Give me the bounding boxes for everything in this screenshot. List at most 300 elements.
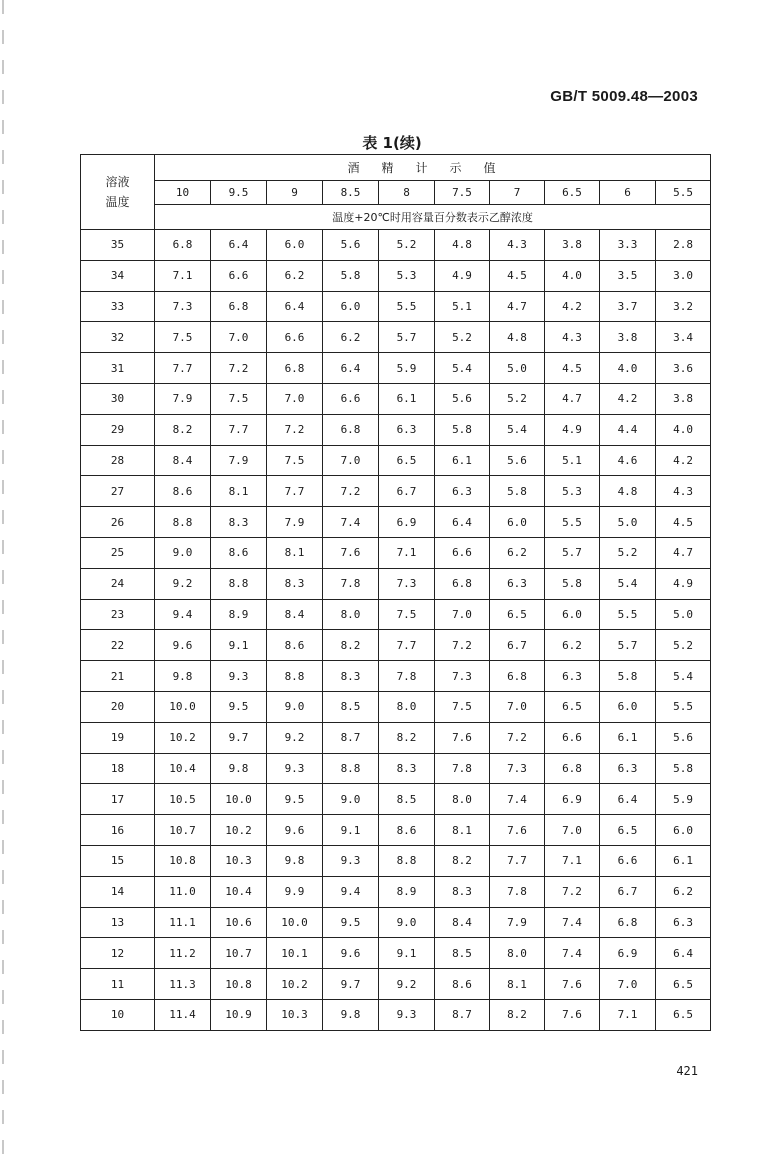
value-cell: 7.3 [490,753,545,784]
value-cell: 5.2 [379,230,435,261]
value-cell: 6.0 [600,691,656,722]
value-cell: 8.2 [435,845,490,876]
value-cell: 3.4 [656,322,711,353]
table-row [81,383,711,414]
value-cell: 9.5 [267,784,323,815]
column-header: 8.5 [323,181,379,205]
value-cell: 7.4 [490,784,545,815]
value-cell: 8.8 [155,507,211,538]
corner-label-line2: 温度 [105,195,130,209]
value-cell: 4.5 [545,353,600,384]
value-cell: 8.3 [435,876,490,907]
value-cell: 5.8 [656,753,711,784]
value-cell: 9.1 [379,938,435,969]
table-row [81,291,711,322]
value-cell: 5.7 [379,322,435,353]
value-cell: 3.6 [656,353,711,384]
value-cell: 8.0 [435,784,490,815]
table-row [81,230,711,261]
value-cell: 9.8 [323,999,379,1030]
value-cell: 5.1 [435,291,490,322]
value-cell: 7.0 [435,599,490,630]
value-cell: 7.0 [211,322,267,353]
value-cell: 10.7 [155,815,211,846]
subcaption-row [81,205,711,230]
table-row [81,568,711,599]
value-cell: 7.1 [600,999,656,1030]
temperature-cell: 27 [81,476,155,507]
corner-header [81,155,155,230]
value-cell: 9.4 [323,876,379,907]
value-cell: 8.6 [155,476,211,507]
table-title: 表 1(续) [362,134,422,152]
value-cell: 3.8 [656,383,711,414]
value-cell: 11.4 [155,999,211,1030]
value-cell: 6.9 [379,507,435,538]
value-cell: 10.8 [155,845,211,876]
value-cell: 4.2 [656,445,711,476]
table-row [81,876,711,907]
value-cell: 6.1 [435,445,490,476]
table-row [81,507,711,538]
value-cell: 5.1 [545,445,600,476]
value-cell: 6.3 [656,907,711,938]
value-cell: 5.5 [600,599,656,630]
table-row [81,722,711,753]
value-cell: 9.8 [211,753,267,784]
column-header: 7 [490,181,545,205]
value-cell: 11.2 [155,938,211,969]
value-cell: 9.3 [379,999,435,1030]
value-cell: 8.7 [323,722,379,753]
value-cell: 10.0 [155,691,211,722]
value-cell: 4.7 [656,537,711,568]
column-header: 10 [155,181,211,205]
value-cell: 7.0 [490,691,545,722]
value-cell: 7.8 [435,753,490,784]
value-cell: 7.2 [435,630,490,661]
value-cell: 8.6 [211,537,267,568]
value-cell: 6.8 [211,291,267,322]
value-cell: 7.1 [545,845,600,876]
value-cell: 5.6 [490,445,545,476]
value-cell: 7.2 [211,353,267,384]
value-cell: 8.5 [379,784,435,815]
value-cell: 9.2 [379,969,435,1000]
value-cell: 8.4 [267,599,323,630]
value-cell: 7.3 [379,568,435,599]
value-cell: 6.7 [490,630,545,661]
value-cell: 3.5 [600,260,656,291]
value-cell: 9.0 [267,691,323,722]
value-cell: 5.7 [545,537,600,568]
value-cell: 6.4 [211,230,267,261]
value-cell: 8.3 [379,753,435,784]
value-cell: 7.0 [545,815,600,846]
value-cell: 4.3 [490,230,545,261]
value-cell: 3.7 [600,291,656,322]
value-cell: 9.4 [155,599,211,630]
value-cell: 8.9 [379,876,435,907]
value-cell: 6.1 [656,845,711,876]
value-cell: 7.4 [323,507,379,538]
column-header: 6 [600,181,656,205]
column-header: 9.5 [211,181,267,205]
value-cell: 7.0 [323,445,379,476]
temperature-cell: 19 [81,722,155,753]
temperature-cell: 34 [81,260,155,291]
value-cell: 8.0 [379,691,435,722]
value-cell: 7.2 [323,476,379,507]
value-cell: 5.4 [490,414,545,445]
table-row [81,815,711,846]
table-row [81,630,711,661]
value-cell: 10.6 [211,907,267,938]
value-cell: 6.3 [435,476,490,507]
temperature-cell: 30 [81,383,155,414]
value-cell: 10.0 [267,907,323,938]
value-cell: 11.3 [155,969,211,1000]
temperature-cell: 33 [81,291,155,322]
value-cell: 3.3 [600,230,656,261]
value-cell: 4.4 [600,414,656,445]
table-row [81,414,711,445]
value-cell: 7.6 [545,969,600,1000]
value-cell: 7.5 [379,599,435,630]
value-cell: 4.0 [600,353,656,384]
column-header-row [81,181,711,205]
value-cell: 6.1 [600,722,656,753]
scan-edge-left [2,0,4,1160]
value-cell: 4.3 [545,322,600,353]
value-cell: 5.2 [435,322,490,353]
value-cell: 5.2 [656,630,711,661]
value-cell: 6.5 [545,691,600,722]
value-cell: 4.9 [656,568,711,599]
value-cell: 4.8 [490,322,545,353]
group-title: 酒精计示值 [155,155,711,181]
value-cell: 5.3 [379,260,435,291]
value-cell: 7.0 [267,383,323,414]
value-cell: 9.3 [267,753,323,784]
page-number: 421 [676,1064,698,1078]
value-cell: 6.2 [545,630,600,661]
value-cell: 8.1 [267,537,323,568]
value-cell: 7.9 [267,507,323,538]
value-cell: 5.4 [600,568,656,599]
subcaption: 温度+20℃时用容量百分数表示乙醇浓度 [155,205,711,230]
value-cell: 6.2 [656,876,711,907]
value-cell: 2.8 [656,230,711,261]
value-cell: 9.2 [155,568,211,599]
temperature-cell: 21 [81,661,155,692]
value-cell: 4.3 [656,476,711,507]
value-cell: 3.0 [656,260,711,291]
value-cell: 6.6 [435,537,490,568]
value-cell: 7.2 [267,414,323,445]
temperature-cell: 12 [81,938,155,969]
value-cell: 5.3 [545,476,600,507]
value-cell: 4.7 [490,291,545,322]
value-cell: 10.3 [267,999,323,1030]
column-header: 6.5 [545,181,600,205]
value-cell: 7.4 [545,907,600,938]
column-header: 9 [267,181,323,205]
table-row [81,353,711,384]
temperature-cell: 26 [81,507,155,538]
value-cell: 7.6 [490,815,545,846]
value-cell: 9.0 [379,907,435,938]
table-body [81,230,711,1031]
value-cell: 7.3 [435,661,490,692]
value-cell: 7.0 [600,969,656,1000]
value-cell: 4.6 [600,445,656,476]
value-cell: 9.8 [267,845,323,876]
temperature-cell: 24 [81,568,155,599]
value-cell: 6.7 [379,476,435,507]
value-cell: 8.2 [323,630,379,661]
value-cell: 6.8 [435,568,490,599]
value-cell: 8.2 [155,414,211,445]
temperature-cell: 29 [81,414,155,445]
value-cell: 10.1 [267,938,323,969]
temperature-cell: 16 [81,815,155,846]
value-cell: 8.8 [323,753,379,784]
table-row [81,260,711,291]
value-cell: 9.1 [211,630,267,661]
value-cell: 8.1 [435,815,490,846]
value-cell: 9.5 [211,691,267,722]
value-cell: 8.8 [379,845,435,876]
value-cell: 9.6 [267,815,323,846]
value-cell: 4.5 [490,260,545,291]
value-cell: 9.3 [211,661,267,692]
value-cell: 8.7 [435,999,490,1030]
value-cell: 5.9 [656,784,711,815]
value-cell: 3.2 [656,291,711,322]
value-cell: 6.6 [545,722,600,753]
value-cell: 6.0 [490,507,545,538]
standard-code: GB/T 5009.48—2003 [550,88,698,105]
value-cell: 6.9 [545,784,600,815]
value-cell: 4.9 [435,260,490,291]
value-cell: 8.6 [379,815,435,846]
value-cell: 8.8 [211,568,267,599]
value-cell: 7.5 [435,691,490,722]
value-cell: 10.3 [211,845,267,876]
value-cell: 5.6 [656,722,711,753]
value-cell: 9.2 [267,722,323,753]
value-cell: 6.3 [490,568,545,599]
table-row [81,784,711,815]
value-cell: 5.5 [656,691,711,722]
value-cell: 8.1 [211,476,267,507]
value-cell: 7.2 [490,722,545,753]
value-cell: 8.5 [435,938,490,969]
table-row [81,753,711,784]
value-cell: 5.2 [490,383,545,414]
value-cell: 6.8 [545,753,600,784]
value-cell: 7.6 [323,537,379,568]
value-cell: 6.4 [435,507,490,538]
value-cell: 5.0 [600,507,656,538]
value-cell: 8.5 [323,691,379,722]
value-cell: 6.5 [600,815,656,846]
value-cell: 6.4 [600,784,656,815]
temperature-cell: 32 [81,322,155,353]
value-cell: 11.0 [155,876,211,907]
value-cell: 6.2 [267,260,323,291]
value-cell: 5.8 [545,568,600,599]
value-cell: 9.9 [267,876,323,907]
temperature-cell: 22 [81,630,155,661]
value-cell: 6.6 [323,383,379,414]
temperature-cell: 35 [81,230,155,261]
value-cell: 5.2 [600,537,656,568]
value-cell: 4.8 [600,476,656,507]
table-row [81,999,711,1030]
table-row [81,661,711,692]
value-cell: 6.3 [545,661,600,692]
value-cell: 6.8 [267,353,323,384]
table-row [81,691,711,722]
temperature-cell: 28 [81,445,155,476]
table-row [81,938,711,969]
table-row [81,969,711,1000]
value-cell: 5.4 [656,661,711,692]
temperature-cell: 10 [81,999,155,1030]
table-row [81,907,711,938]
temperature-cell: 31 [81,353,155,384]
table-row [81,845,711,876]
value-cell: 8.8 [267,661,323,692]
value-cell: 4.2 [600,383,656,414]
column-header: 8 [379,181,435,205]
value-cell: 9.3 [323,845,379,876]
table-row [81,537,711,568]
value-cell: 4.0 [656,414,711,445]
table-row [81,476,711,507]
value-cell: 10.4 [155,753,211,784]
value-cell: 6.3 [600,753,656,784]
value-cell: 7.2 [545,876,600,907]
value-cell: 6.4 [656,938,711,969]
value-cell: 7.1 [379,537,435,568]
value-cell: 5.7 [600,630,656,661]
value-cell: 7.9 [490,907,545,938]
value-cell: 8.9 [211,599,267,630]
value-cell: 4.0 [545,260,600,291]
temperature-cell: 13 [81,907,155,938]
corner-label-line1: 溶液 [105,175,130,189]
value-cell: 7.7 [155,353,211,384]
value-cell: 8.1 [490,969,545,1000]
value-cell: 8.2 [379,722,435,753]
value-cell: 7.7 [267,476,323,507]
value-cell: 8.0 [490,938,545,969]
value-cell: 5.8 [490,476,545,507]
value-cell: 7.6 [435,722,490,753]
value-cell: 5.4 [435,353,490,384]
value-cell: 6.5 [490,599,545,630]
value-cell: 4.5 [656,507,711,538]
value-cell: 6.4 [323,353,379,384]
value-cell: 5.8 [435,414,490,445]
value-cell: 9.7 [211,722,267,753]
value-cell: 10.2 [155,722,211,753]
value-cell: 7.3 [155,291,211,322]
value-cell: 9.5 [323,907,379,938]
value-cell: 6.5 [379,445,435,476]
value-cell: 10.9 [211,999,267,1030]
value-cell: 7.5 [267,445,323,476]
value-cell: 7.8 [379,661,435,692]
alcohol-correction-table [80,154,711,1031]
value-cell: 3.8 [545,230,600,261]
value-cell: 6.0 [267,230,323,261]
value-cell: 10.5 [155,784,211,815]
value-cell: 5.5 [379,291,435,322]
value-cell: 5.0 [656,599,711,630]
value-cell: 6.5 [656,969,711,1000]
temperature-cell: 15 [81,845,155,876]
value-cell: 9.0 [323,784,379,815]
value-cell: 9.1 [323,815,379,846]
temperature-cell: 23 [81,599,155,630]
value-cell: 7.6 [545,999,600,1030]
table-row [81,322,711,353]
header-row-group [81,155,711,181]
temperature-cell: 11 [81,969,155,1000]
value-cell: 8.3 [211,507,267,538]
value-cell: 11.1 [155,907,211,938]
value-cell: 5.9 [379,353,435,384]
value-cell: 8.2 [490,999,545,1030]
value-cell: 7.7 [379,630,435,661]
value-cell: 5.8 [323,260,379,291]
value-cell: 6.6 [267,322,323,353]
value-cell: 4.2 [545,291,600,322]
column-header: 7.5 [435,181,490,205]
value-cell: 6.3 [379,414,435,445]
value-cell: 6.6 [211,260,267,291]
value-cell: 8.3 [323,661,379,692]
value-cell: 10.4 [211,876,267,907]
value-cell: 8.4 [435,907,490,938]
value-cell: 6.7 [600,876,656,907]
value-cell: 8.6 [267,630,323,661]
value-cell: 8.3 [267,568,323,599]
value-cell: 7.7 [490,845,545,876]
value-cell: 6.2 [323,322,379,353]
value-cell: 3.8 [600,322,656,353]
value-cell: 6.5 [656,999,711,1030]
value-cell: 7.8 [490,876,545,907]
value-cell: 10.0 [211,784,267,815]
value-cell: 6.9 [600,938,656,969]
value-cell: 6.0 [656,815,711,846]
column-header: 5.5 [656,181,711,205]
value-cell: 6.2 [490,537,545,568]
temperature-cell: 14 [81,876,155,907]
value-cell: 4.7 [545,383,600,414]
value-cell: 5.6 [323,230,379,261]
value-cell: 5.5 [545,507,600,538]
value-cell: 5.6 [435,383,490,414]
value-cell: 7.7 [211,414,267,445]
value-cell: 9.6 [323,938,379,969]
value-cell: 6.4 [267,291,323,322]
